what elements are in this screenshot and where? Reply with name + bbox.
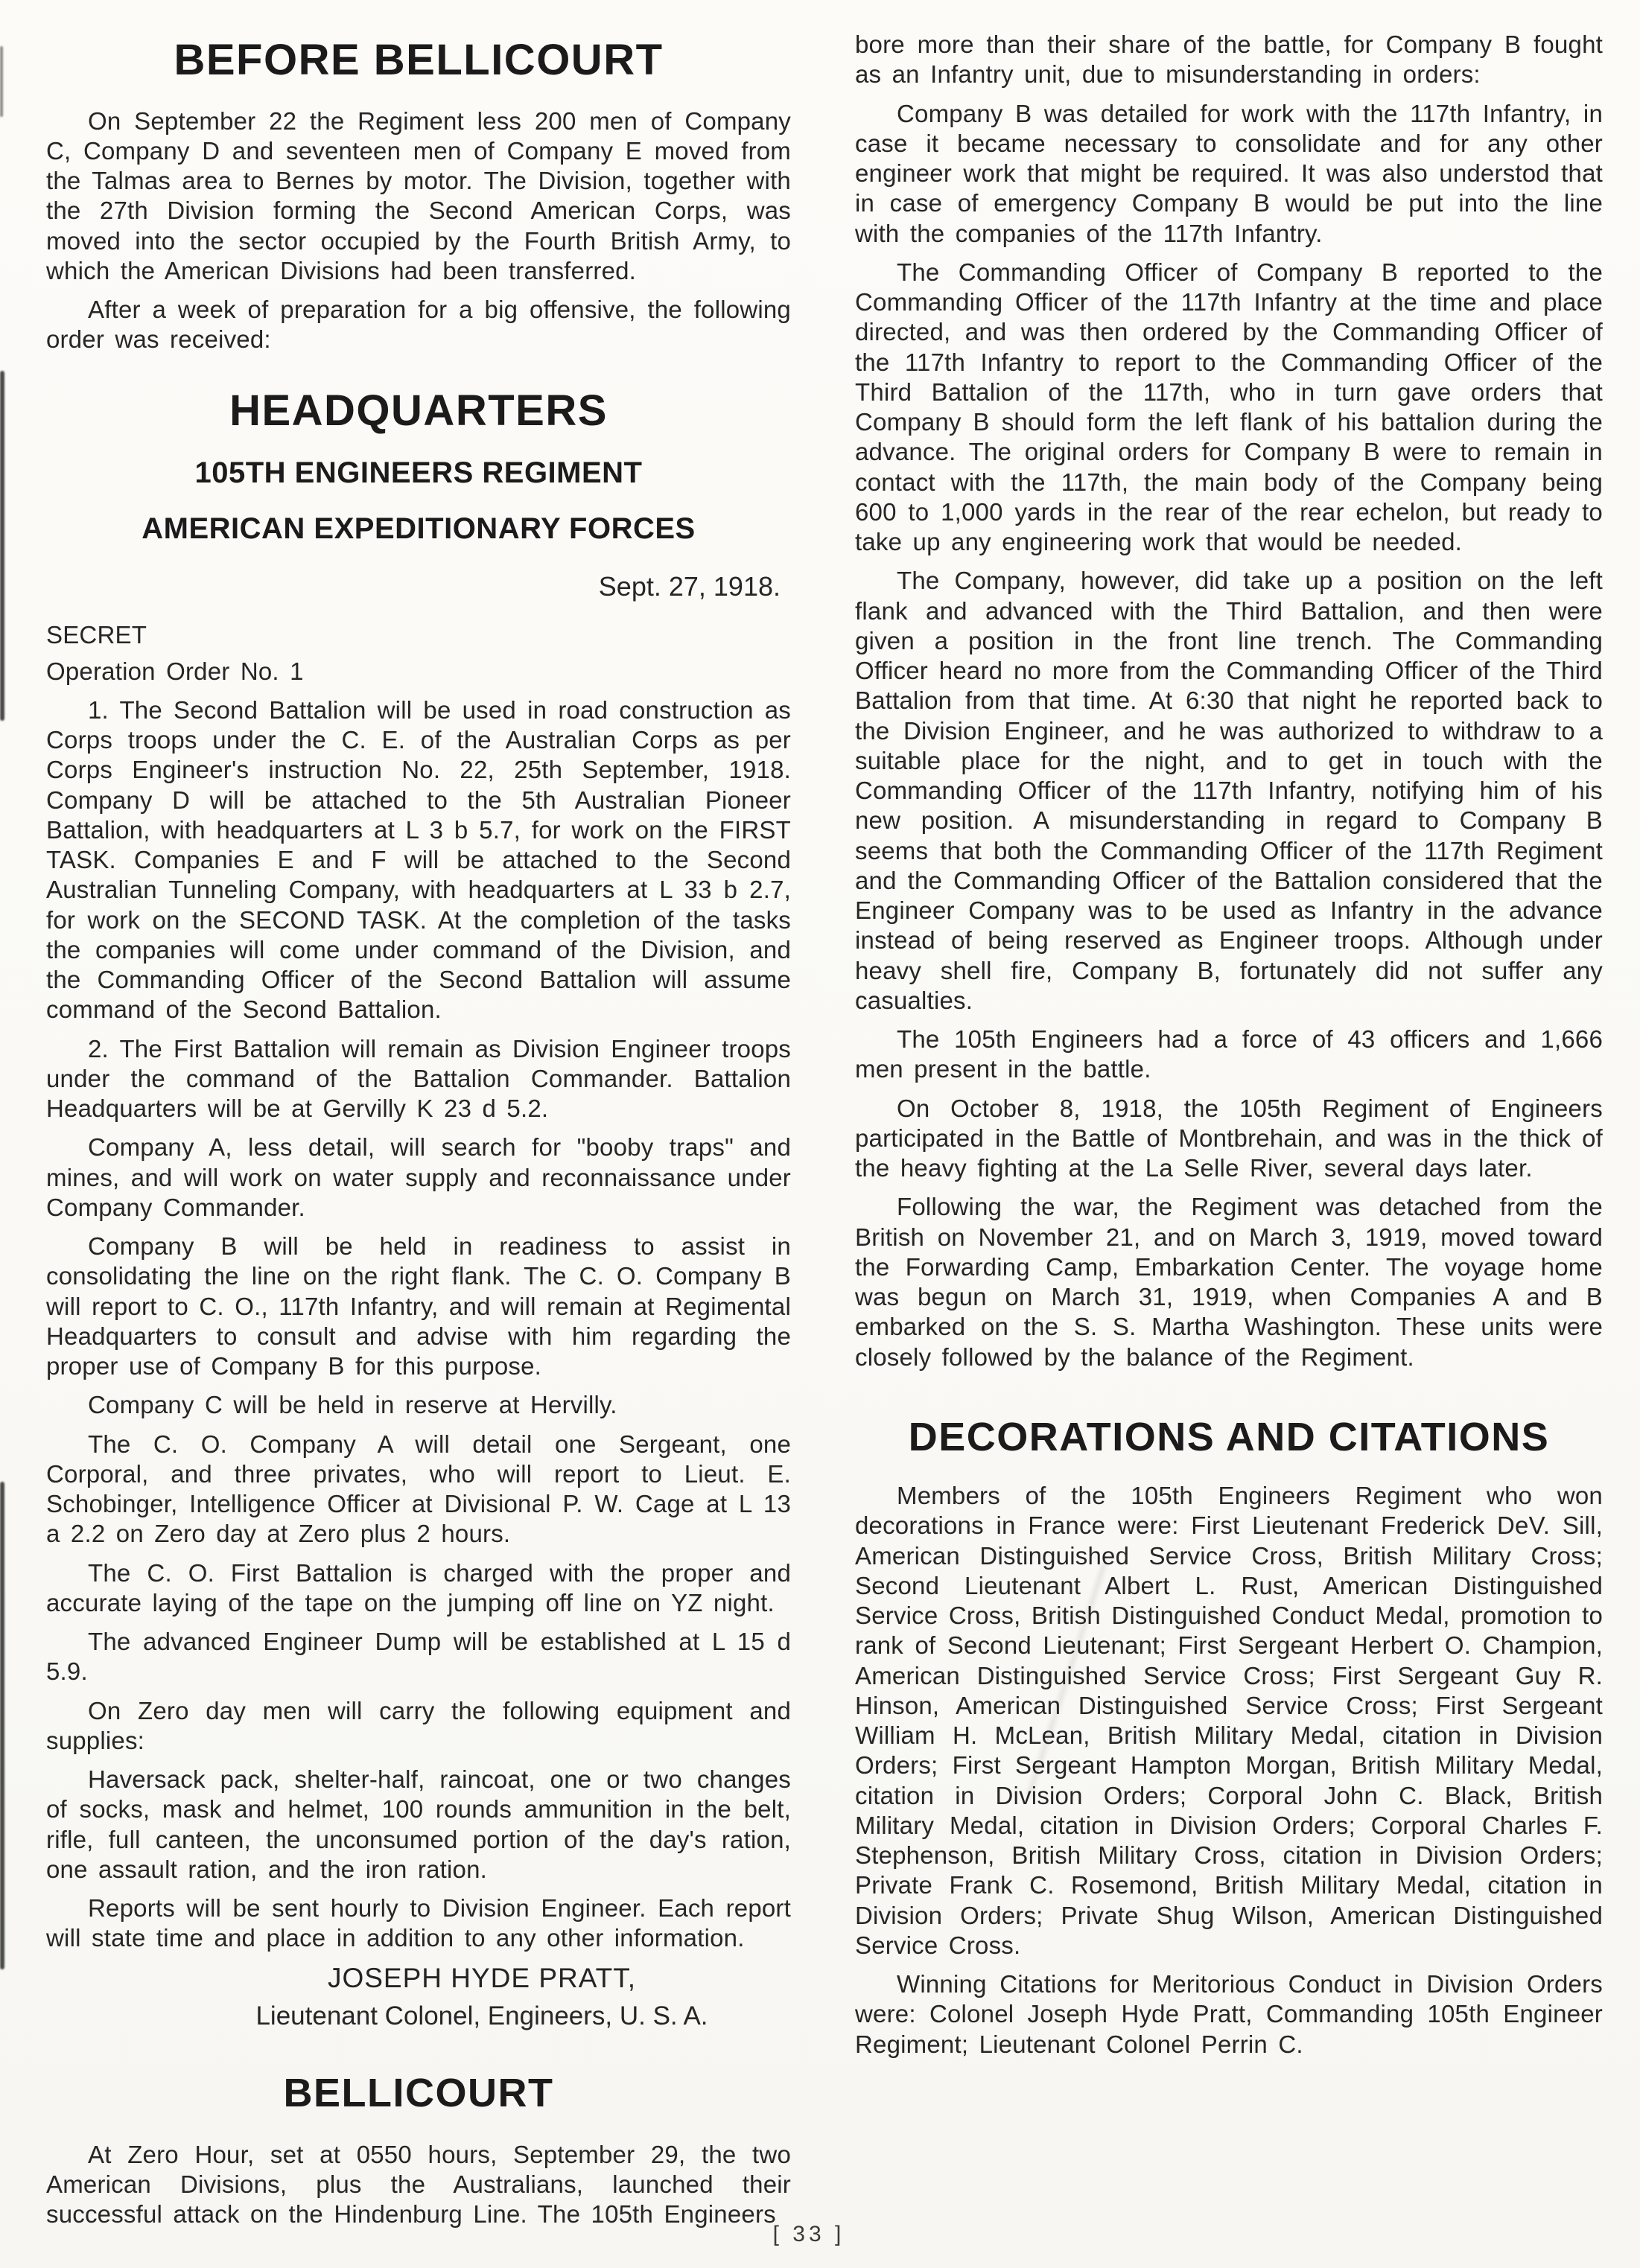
paragraph-zero-hour: At Zero Hour, set at 0550 hours, September 29, the two American Divisions, plus the Australians, launched their successful attack on the Hindenburg Line. The 105th Engineers bbox=[46, 2140, 791, 2229]
heading-american-expeditionary-forces: AMERICAN EXPEDITIONARY FORCES bbox=[142, 512, 696, 546]
paragraph-members-decorations: Members of the 105th Engineers Regiment who won decorations in France were: First Lieutenant Frederick DeV. Sill, American Distinguished Service Cross, British Military Cross; Second Lieutenant Albert L. Rust, American Distinguished Service Cross, British Distinguished Conduct Medal, promotion to rank of Second Lieutenant; First Sergeant Herbert O. Champion, American Distinguished Service Cross; First Sergeant Guy R. Hinson, American Distinguished Service Cross; First Sergeant William H. McLean, British Military Medal, citation in Division Orders; First Sergeant Hampton Morgan, British Military Medal, citation in Division Orders; Corporal John C. Black, British Military Medal, citation in Division Orders; Corporal Charles F. Stephenson, British Military Cross, citation in Division Orders; Private Frank C. Rosemond, British Military Medal, citation in Division Orders; Private Shug Wilson, American Distinguished Service Cross. bbox=[855, 1482, 1603, 1959]
heading-headquarters: HEADQUARTERS bbox=[229, 386, 608, 435]
paragraph-october-8: On October 8, 1918, the 105th Regiment of Engineers participated in the Battle of Montbrehain, and was in the thick of the heavy fighting at the La Selle River, several days later. bbox=[855, 1094, 1603, 1182]
paragraph-company-however: The Company, however, did take up a position on the left flank and advanced with the Third Battalion, and then were given a position in the front line trench. The Commanding Officer heard no more from the Commanding Officer of the Third Battalion from that time. At 6:30 that night he reported back to the Division Engineer, and he was authorized to withdraw to a suitable place for the night, and to get in touch with the Commanding Officer of the 117th Infantry, notifying him of his new position. A misunderstanding in regard to Company B seems that both the Commanding Officer of the 117th Regiment and the Commanding Officer of the Battalion considered that the Engineer Company was to be used as Infantry in the advance instead of being reserved as Engineer troops. Although under heavy shell fire, Company B, fortunately did not suffer any casualties. bbox=[855, 567, 1603, 1014]
page-number: [ 33 ] bbox=[772, 2222, 845, 2246]
signature-name: JOSEPH HYDE PRATT, bbox=[327, 1962, 637, 1993]
paragraph-bore-more: bore more than their share of the battle, for Company B fought as an Infantry unit, due to misunderstanding in orders: bbox=[855, 31, 1603, 89]
paragraph-engineer-dump: The advanced Engineer Dump will be established at L 15 d 5.9. bbox=[46, 1628, 791, 1686]
operation-order-label: Operation Order No. 1 bbox=[46, 657, 304, 685]
paragraph-company-b: Company B will be held in readiness to assist in consolidating the line on the right flank. The C. O. Company B will report to C. O., 117th Infantry, and will remain at Regimental Headquarters to consult and advise with him regarding the proper use of Company B for this purpose. bbox=[46, 1232, 791, 1380]
paragraph-company-c: Company C will be held in reserve at Hervilly. bbox=[88, 1391, 617, 1419]
left-column bbox=[46, 30, 791, 2239]
paragraph-company-b-detailed: Company B was detailed for work with the 117th Infantry, in case it became necessary to consolidate and for any other engineer work that might be required. It was also understod that in case of emergency Company B would be put into the line with the companies of the 117th Infantry. bbox=[855, 99, 1603, 247]
paragraph-force-present: The 105th Engineers had a force of 43 officers and 1,666 men present in the battle. bbox=[855, 1025, 1603, 1083]
heading-105th-engineers-regiment: 105TH ENGINEERS REGIMENT bbox=[194, 456, 643, 490]
heading-bellicourt: BELLICOURT bbox=[283, 2070, 554, 2115]
paragraph-co-first-battalion: The C. O. First Battalion is charged with the proper and accurate laying of the tape on the jumping off line on YZ night. bbox=[46, 1558, 791, 1616]
paragraph-following-war: Following the war, the Regiment was detached from the British on November 21, and on March 3, 1919, moved toward the Forwarding Camp, Embarkation Center. The voyage home was begun on March 31, 1919, when Companies A and B embarked on the S. S. Martha Washington. These units were closely followed by the balance of the Regiment. bbox=[855, 1193, 1603, 1371]
paragraph-order-1: 1. The Second Battalion will be used in road construction as Corps troops under the C. E. of the Australian Corps as per Corps Engineer's instruction No. 22, 25th September, 1918. Company D will be attached to the 5th Australian Pioneer Battalion, with headquarters at L 3 b 5.7, for work on the FIRST TASK. Companies E and F will be attached to the Second Australian Tunneling Company, with headquarters at L 33 b 2.7, for work on the SECOND TASK. At the completion of the tasks the companies will come under command of the Division, and the Commanding Officer of the Second Battalion will assume command of the Second Battalion. bbox=[46, 695, 791, 1024]
paragraph-september-22: On September 22 the Regiment less 200 men of Company C, Company D and seventeen men of Company E moved from the Talmas area to Bernes by motor. The Division, together with the 27th Division forming the Second American Corps, was moved into the sector occupied by the Fourth British Army, to which the American Divisions had been transferred. bbox=[46, 106, 791, 284]
scan-artifact-middle bbox=[0, 371, 4, 721]
heading-before-bellicourt: BEFORE BELLICOURT bbox=[174, 36, 664, 84]
paragraph-winning-citations: Winning Citations for Meritorious Conduct in Division Orders were: Colonel Joseph Hyde Pratt, Commanding 105th Engineer Regiment; Lieutenant Colonel Perrin C. bbox=[855, 1970, 1603, 2058]
secret-label: SECRET bbox=[46, 621, 147, 649]
heading-decorations-and-citations: DECORATIONS AND CITATIONS bbox=[908, 1414, 1550, 1459]
right-column bbox=[855, 30, 1603, 2068]
paragraph-order-2: 2. The First Battalion will remain as Division Engineer troops under the command of the Battalion Commander. Battalion Headquarters will be at Gervilly K 23 d 5.2. bbox=[46, 1034, 791, 1122]
paragraph-haversack: Haversack pack, shelter-half, raincoat, one or two changes of socks, mask and helmet, 100 rounds ammunition in the belt, rifle, full canteen, the unconsumed portion of the day's ration, one assault ration, and the iron ration. bbox=[46, 1765, 791, 1883]
date-line: Sept. 27, 1918. bbox=[598, 571, 781, 602]
paragraph-commanding-officer-reported: The Commanding Officer of Company B reported to the Commanding Officer of the 117th Infantry at the time and place directed, and was then ordered by the Commanding Officer of the 117th Infantry to report to the Commanding Officer of the Third Battalion of the 117th, who in turn gave orders that Company B should form the left flank of his battalion during the advance. The original orders for Company B were to remain in contact with the 117th, the main body of the Company being 600 to 1,000 yards in the rear of the rear echelon, but ready to take up any engineering work that would be needed. bbox=[855, 258, 1603, 555]
paragraph-reports: Reports will be sent hourly to Division Engineer. Each report will state time and place in addition to any other information. bbox=[46, 1894, 791, 1952]
paragraph-after-week: After a week of preparation for a big offensive, the following order was received: bbox=[46, 296, 791, 354]
signature-block bbox=[46, 1963, 791, 2031]
paragraph-zero-day-equipment: On Zero day men will carry the following equipment and supplies: bbox=[46, 1696, 791, 1754]
scan-artifact-lower bbox=[0, 1482, 4, 1969]
scan-artifact-top bbox=[0, 46, 3, 117]
paragraph-company-a: Company A, less detail, will search for "booby traps" and mines, and will work on water supply and reconnaissance under Company Commander. bbox=[46, 1133, 791, 1221]
signature-title: Lieutenant Colonel, Engineers, U. S. A. bbox=[255, 2001, 708, 2030]
paragraph-co-company-a-detail: The C. O. Company A will detail one Sergeant, one Corporal, and three privates, who will report to Lieut. E. Schobinger, Intelligence Officer at Divisional P. W. Cage at L 13 a 2.2 on Zero day at Zero plus 2 hours. bbox=[46, 1430, 791, 1548]
